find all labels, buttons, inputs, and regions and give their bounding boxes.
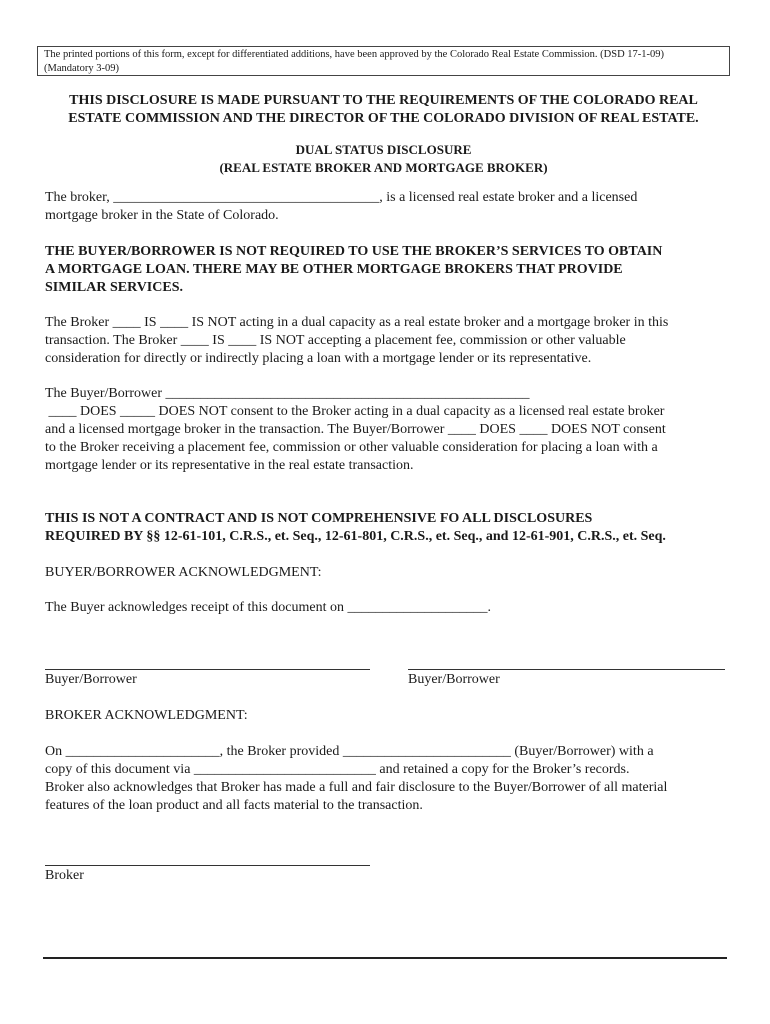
no-obligation-line-2: A MORTGAGE LOAN. THERE MAY BE OTHER MORTGAGE BROKERS THAT PROVIDE <box>45 262 623 277</box>
approval-notice-box <box>37 46 730 76</box>
broker-ack-paragraph <box>45 743 730 815</box>
no-obligation-line-3: SIMILAR SERVICES. <box>45 280 183 295</box>
broker-license-statement <box>45 189 730 225</box>
broker-ack-line-1: On ______________________, the Broker provided ________________________ (Buyer/Borrower) with a <box>45 744 654 759</box>
approval-notice-line-1: The printed portions of this form, except for differentiated additions, have been approved by the Colorado Real Estate Commission. (DSD 17-1-09) <box>44 49 665 60</box>
buyer-signature-label-right: Buyer/Borrower <box>408 672 500 687</box>
form-subtitle: (REAL ESTATE BROKER AND MORTGAGE BROKER) <box>219 160 548 175</box>
buyer-ack-heading: BUYER/BORROWER ACKNOWLEDGMENT: <box>45 565 322 580</box>
not-a-contract-line-1: THIS IS NOT A CONTRACT AND IS NOT COMPREHENSIVE FO ALL DISCLOSURES <box>45 511 593 526</box>
form-title: DUAL STATUS DISCLOSURE <box>295 142 472 157</box>
broker-signature-line[interactable] <box>45 865 370 866</box>
disclosure-authority-header <box>37 92 730 128</box>
broker-signature-label: Broker <box>45 868 84 883</box>
approval-notice-line-2: (Mandatory 3-09) <box>44 63 119 74</box>
broker-capacity-line-1: The Broker ____ IS ____ IS NOT acting in a dual capacity as a real estate broker and a mortgage broker in this <box>45 315 669 330</box>
buyer-consent-line-1: The Buyer/Borrower ____________________________________________________ <box>45 386 530 401</box>
buyer-consent-line-3: and a licensed mortgage broker in the transaction. The Buyer/Borrower ____ DOES ____ DOES NOT consent <box>45 422 666 437</box>
buyer-consent-line-5: mortgage lender or its representative in the real estate transaction. <box>45 458 414 473</box>
broker-capacity-line-3: consideration for directly or indirectly placing a loan with a mortgage lender or its representative. <box>45 351 592 366</box>
broker-ack-heading: BROKER ACKNOWLEDGMENT: <box>45 708 248 723</box>
form-title-block <box>37 141 730 177</box>
not-a-contract-line-2: REQUIRED BY §§ 12-61-101, C.R.S., et. Seq., 12-61-801, C.R.S., et. Seq., and 12-61-901, C.R.S., et. Seq. <box>45 529 666 544</box>
broker-capacity-paragraph <box>45 314 730 368</box>
broker-capacity-line-2: transaction. The Broker ____ IS ____ IS NOT accepting a placement fee, commission or other valuable <box>45 333 626 348</box>
broker-statement-line-2: mortgage broker in the State of Colorado. <box>45 208 279 223</box>
no-obligation-line-1: THE BUYER/BORROWER IS NOT REQUIRED TO USE THE BROKER’S SERVICES TO OBTAIN <box>45 244 663 259</box>
broker-statement-line-1: The broker, ______________________________________, is a licensed real estate broker and a licensed <box>45 190 638 205</box>
buyer-consent-paragraph <box>45 385 730 475</box>
broker-ack-line-4: features of the loan product and all facts material to the transaction. <box>45 798 423 813</box>
authority-header-line-2: ESTATE COMMISSION AND THE DIRECTOR OF THE COLORADO DIVISION OF REAL ESTATE. <box>68 111 699 126</box>
no-obligation-notice <box>45 243 730 297</box>
buyer-signature-label-left: Buyer/Borrower <box>45 672 137 687</box>
buyer-signature-line-right[interactable] <box>408 669 725 670</box>
broker-ack-line-3: Broker also acknowledges that Broker has made a full and fair disclosure to the Buyer/Borrower of all material <box>45 780 668 795</box>
buyer-signature-line-left[interactable] <box>45 669 370 670</box>
not-a-contract-notice <box>45 510 730 546</box>
broker-ack-line-2: copy of this document via __________________________ and retained a copy for the Broker’s records. <box>45 762 630 777</box>
authority-header-line-1: THIS DISCLOSURE IS MADE PURSUANT TO THE REQUIREMENTS OF THE COLORADO REAL <box>69 93 698 108</box>
buyer-consent-line-2: ____ DOES _____ DOES NOT consent to the Broker acting in a dual capacity as a licensed real estate broker <box>45 404 665 419</box>
buyer-receipt-statement: The Buyer acknowledges receipt of this document on ____________________. <box>45 600 491 615</box>
buyer-consent-line-4: to the Broker receiving a placement fee, commission or other valuable consideration for placing a loan with a <box>45 440 658 455</box>
page-bottom-rule <box>43 957 727 959</box>
